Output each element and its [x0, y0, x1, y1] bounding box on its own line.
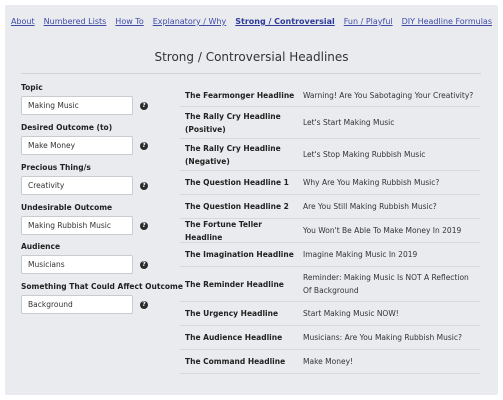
precious-things-input[interactable]: Creativity	[21, 176, 133, 195]
affecting-factor-label: Something That Could Affect Outcome	[21, 282, 183, 291]
headline-name: The Fortune Teller Headline	[185, 219, 262, 242]
headline-name: The Rally Cry Headline (Negative)	[185, 143, 281, 166]
main-panel	[5, 5, 498, 395]
table-row	[180, 195, 480, 219]
headline-value: Warning! Are You Sabotaging Your Creativity?	[303, 91, 474, 100]
precious-things-help-icon[interactable]: ?	[140, 182, 148, 190]
headline-name: The Rally Cry Headline (Positive)	[185, 111, 281, 134]
topic-help-icon[interactable]: ?	[140, 102, 148, 110]
table-row	[180, 302, 480, 326]
nav-link-fun-playful[interactable]: Fun / Playful	[343, 17, 393, 26]
audience-help-icon[interactable]: ?	[140, 261, 148, 269]
nav-link-numbered-lists[interactable]: Numbered Lists	[43, 17, 107, 26]
table-row	[180, 171, 480, 195]
table-row	[180, 219, 480, 243]
headline-name: The Reminder Headline	[185, 279, 284, 289]
affecting-factor-help-icon[interactable]: ?	[140, 301, 148, 309]
nav-link-explanatory-why[interactable]: Explanatory / Why	[152, 17, 227, 26]
headline-value: Are You Still Making Rubbish Music?	[303, 202, 437, 211]
headline-value: Imagine Making Music In 2019	[303, 250, 418, 259]
headlines-table	[180, 85, 480, 374]
affecting-factor-input[interactable]: Background	[21, 295, 133, 314]
table-row	[180, 326, 480, 350]
nav-link-strong-controversial[interactable]: Strong / Controversial	[235, 17, 335, 26]
nav-link-diy-headline-formulas[interactable]: DIY Headline Formulas	[401, 17, 492, 26]
headline-value: Musicians: Are You Making Rubbish Music?	[303, 333, 462, 342]
table-row	[180, 107, 480, 139]
nav-link-about[interactable]: About	[10, 17, 35, 26]
undesirable-outcome-help-icon[interactable]: ?	[140, 222, 148, 230]
headline-name: The Fearmonger Headline	[185, 91, 295, 100]
table-row	[180, 267, 480, 302]
table-row	[180, 243, 480, 267]
headline-value: Let's Start Making Music	[303, 118, 395, 127]
table-row	[180, 139, 480, 171]
top-nav	[5, 17, 498, 26]
precious-things-label: Precious Thing/s	[21, 163, 91, 172]
undesirable-outcome-input[interactable]: Making Rubbish Music	[21, 216, 133, 235]
headline-name: The Urgency Headline	[185, 309, 279, 318]
headline-value: Why Are You Making Rubbish Music?	[303, 178, 440, 187]
headline-name: The Imagination Headline	[185, 250, 294, 259]
desired-outcome-help-icon[interactable]: ?	[140, 142, 148, 150]
desired-outcome-label: Desired Outcome (to)	[21, 123, 113, 132]
audience-input[interactable]: Musicians	[21, 255, 133, 274]
headline-name: The Audience Headline	[185, 333, 283, 342]
headline-name: The Command Headline	[185, 357, 286, 366]
headline-value: Make Money!	[303, 357, 354, 366]
headline-value: Reminder: Making Music Is NOT A Reflection Of Background	[303, 273, 469, 295]
headline-name: The Question Headline 1	[185, 178, 289, 187]
undesirable-outcome-label: Undesirable Outcome	[21, 203, 113, 212]
audience-label: Audience	[21, 242, 61, 251]
table-row	[180, 350, 480, 374]
title-divider	[21, 73, 481, 74]
table-row	[180, 85, 480, 107]
desired-outcome-input[interactable]: Make Money	[21, 136, 133, 155]
headline-name: The Question Headline 2	[185, 202, 289, 211]
headline-value: Start Making Music NOW!	[303, 309, 399, 318]
topic-label: Topic	[21, 83, 43, 92]
headline-value: Let's Stop Making Rubbish Music	[303, 150, 426, 159]
nav-link-how-to[interactable]: How To	[115, 17, 144, 26]
topic-input[interactable]: Making Music	[21, 96, 133, 115]
page-title: Strong / Controversial Headlines	[154, 50, 349, 64]
headline-value: You Won't Be Able To Make Money In 2019	[303, 226, 462, 235]
